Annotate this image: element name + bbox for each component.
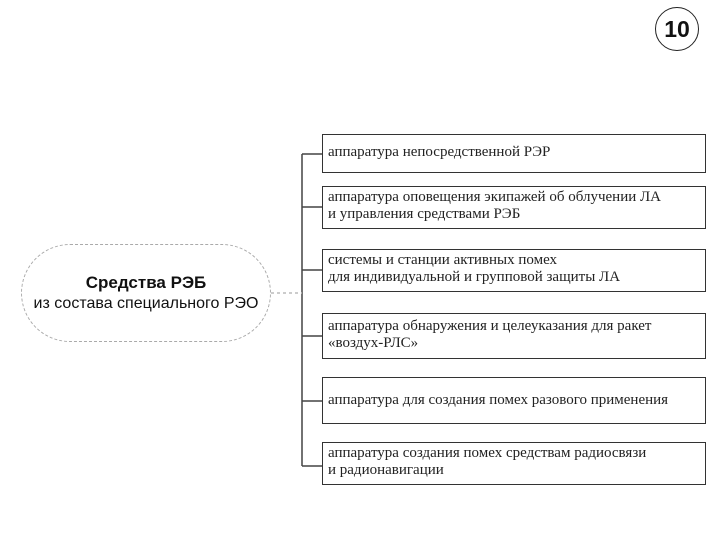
item-text: аппаратура непосредственной РЭР <box>328 144 551 160</box>
item-box-expendable-jamming <box>322 377 706 424</box>
item-text: и управления средствами РЭБ <box>328 206 521 222</box>
item-text: аппаратура обнаружения и целеуказания для ракет <box>328 318 652 334</box>
item-text: «воздух-РЛС» <box>328 335 419 351</box>
item-text: аппаратура создания помех средствам радиосвязи <box>328 445 647 461</box>
source-subtitle: из состава специального РЭО <box>33 295 259 312</box>
item-text: и радионавигации <box>328 462 444 478</box>
item-box-direct-reconnaissance <box>322 134 706 173</box>
item-box-missile-targeting <box>322 313 706 359</box>
page-number: 10 <box>664 15 690 42</box>
source-title: Средства РЭБ <box>85 273 207 292</box>
item-box-active-jamming-systems <box>322 249 706 292</box>
item-text: аппаратура оповещения экипажей об облучении ЛА <box>328 189 662 205</box>
item-box-crew-warning <box>322 186 706 229</box>
item-text: аппаратура для создания помех разового применения <box>328 392 669 408</box>
item-text: для индивидуальной и групповой защиты ЛА <box>328 269 621 285</box>
item-text: системы и станции активных помех <box>328 252 558 268</box>
item-box-radio-jamming <box>322 442 706 485</box>
